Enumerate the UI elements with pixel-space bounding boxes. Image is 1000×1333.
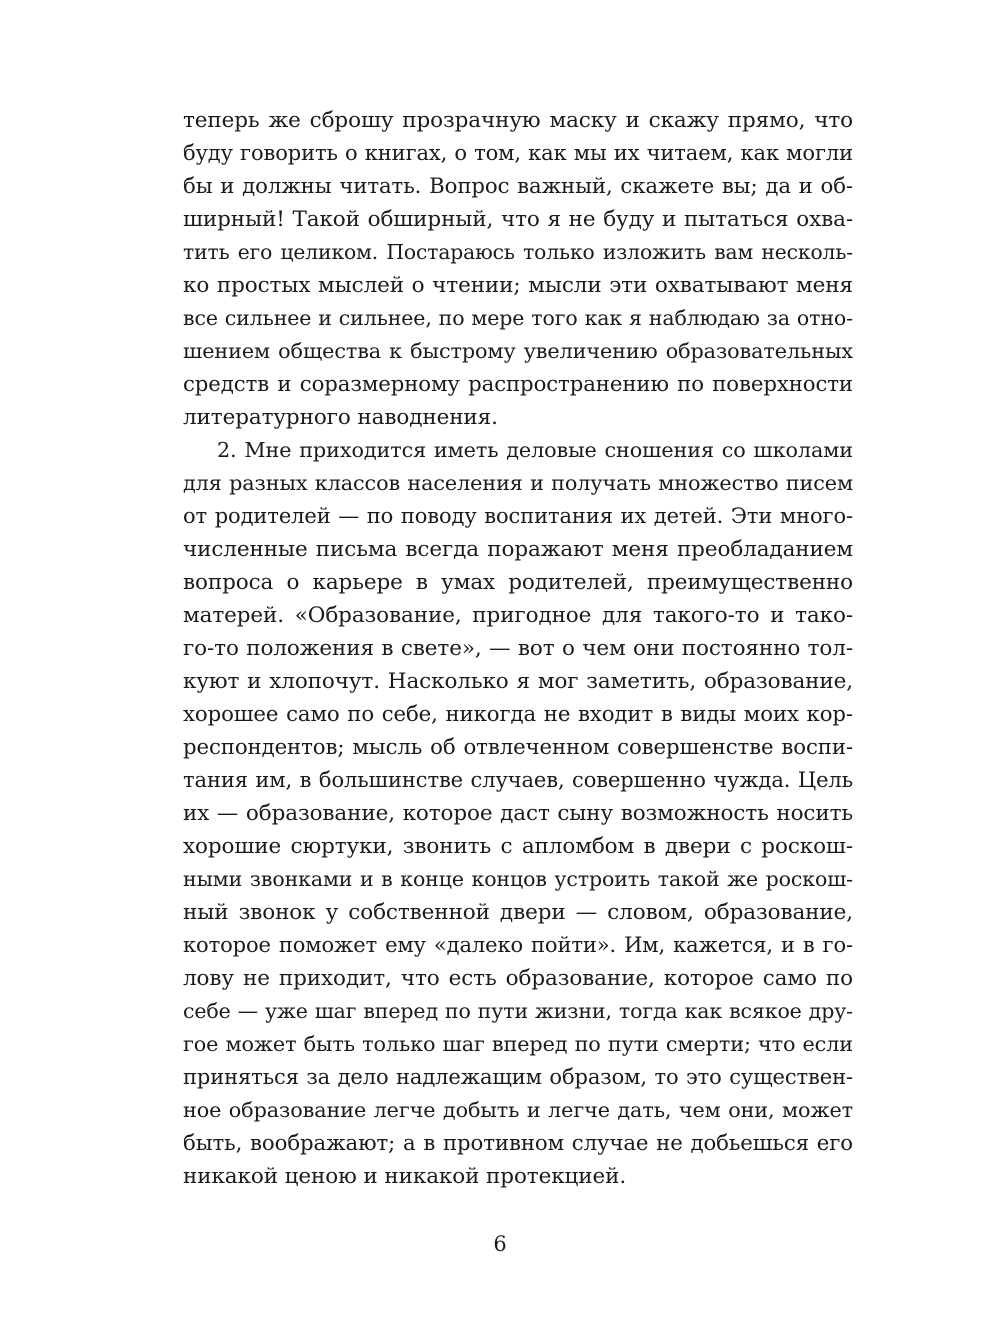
text-line: ко простых мыслей о чтении; мысли эти охватывают меня <box>183 273 853 298</box>
text-line: литературного наводнения. <box>183 405 498 430</box>
text-line: куют и хлопочут. Насколько я мог заметить, образование, <box>183 669 853 694</box>
text-line: себе — уже шаг вперед по пути жизни, тогда как всякое дру- <box>183 999 853 1023</box>
text-line: тания им, в большинстве случаев, совершенно чужда. Цель <box>183 768 853 792</box>
body-text <box>183 104 853 1193</box>
text-line: их — образование, которое даст сыну возможность носить <box>183 801 853 826</box>
text-line: приняться за дело надлежащим образом, то это существен- <box>183 1065 853 1089</box>
text-line: для разных классов населения и получать множество писем <box>183 471 853 495</box>
text-line: тить его целиком. Постараюсь только изложить вам несколь- <box>183 240 853 264</box>
text-line: средств и соразмерному распространению по поверхности <box>183 372 853 397</box>
text-line: ными звонками и в конце концов устроить такой же роскош- <box>183 867 853 891</box>
text-line: быть, воображают; а в противном случае не добьешься его <box>183 1131 853 1156</box>
text-line: матерей. «Образование, пригодное для такого-то и тако- <box>183 603 853 628</box>
text-line: лову не приходит, что есть образование, которое само по <box>183 966 853 991</box>
text-line: шением общества к быстрому увеличению образовательных <box>183 339 853 363</box>
text-line: численные письма всегда поражают меня преобладанием <box>183 537 853 562</box>
text-line: хорошее само по себе, никогда не входит в виды моих кор- <box>183 702 853 727</box>
text-line: го-то положения в свете», — вот о чем они постоянно тол- <box>183 636 853 661</box>
text-line: 2. Мне приходится иметь деловые сношения со школами <box>217 438 853 462</box>
text-line: ное образование легче добыть и легче дать, чем они, может <box>183 1098 853 1122</box>
text-line: ширный! Такой обширный, что я не буду и пытаться охва- <box>183 207 853 232</box>
text-line: буду говорить о книгах, о том, как мы их читаем, как могли <box>183 141 853 165</box>
text-line: никакой ценою и никакой протекцией. <box>183 1164 627 1189</box>
text-line: теперь же сброшу прозрачную маску и скажу прямо, что <box>183 108 853 133</box>
text-line: от родителей — по поводу воспитания их детей. Эти много- <box>183 504 853 528</box>
text-line: вопроса о карьере в умах родителей, преимущественно <box>183 570 853 595</box>
text-line: гое может быть только шаг вперед по пути смерти; что если <box>183 1032 853 1056</box>
text-line: хорошие сюртуки, звонить с апломбом в двери с роскош- <box>183 834 853 859</box>
text-line: все сильнее и сильнее, по мере того как я наблюдаю за отно- <box>183 306 853 330</box>
text-line: ный звонок у собственной двери — словом, образование, <box>183 900 853 925</box>
text-line: бы и должны читать. Вопрос важный, скажете вы; да и об- <box>183 174 853 199</box>
paragraph-2 <box>183 434 853 1193</box>
paragraph-1 <box>183 104 853 434</box>
page-number: 6 <box>493 1232 507 1256</box>
text-line: которое поможет ему «далеко пойти». Им, кажется, и в го- <box>183 933 853 957</box>
text-line: респондентов; мысль об отвлеченном совершенстве воспи- <box>183 735 853 760</box>
